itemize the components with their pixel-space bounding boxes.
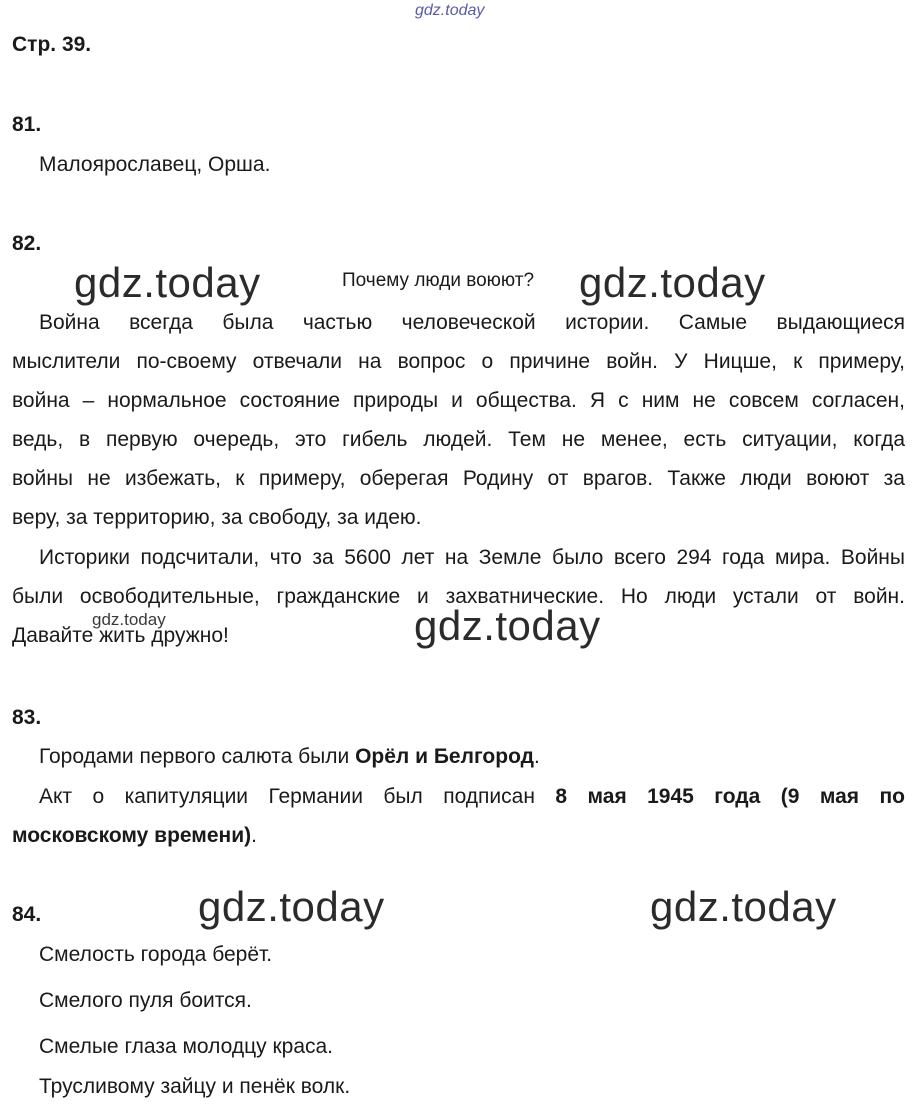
- essay-line: мыслители по-своему отвечали на вопрос о причине войн. У Ницше, к примеру,: [12, 350, 905, 373]
- task-83-line-3-end: .: [251, 824, 257, 847]
- watermark: gdz.today: [414, 602, 601, 649]
- essay-line: войны не избежать, к примеру, оберегая Родину от врагов. Также люди воюют за: [12, 467, 905, 490]
- page-label: Стр. 39.: [12, 33, 92, 56]
- proverb-item: Трусливому зайцу и пенёк волк.: [39, 1075, 351, 1098]
- watermark: gdz.today: [579, 259, 766, 306]
- task-82-title: Почему люди воюют?: [342, 270, 535, 291]
- task-83-line-1-end: .: [533, 745, 540, 768]
- task-81-answer: Малоярославец, Орша.: [39, 153, 271, 176]
- task-83-line-2-bold: 8 мая 1945 года (9 мая по: [555, 785, 905, 808]
- watermark-small: gdz.today: [92, 610, 166, 629]
- task-83-line-1-bold: Орёл и Белгород: [355, 745, 534, 768]
- task-83-line-3: [12, 816, 257, 855]
- task-83-number: 83.: [12, 706, 42, 729]
- proverb-item: Смелость города берёт.: [39, 943, 273, 966]
- task-82-number: 82.: [12, 232, 42, 255]
- essay-line: веру, за территорию, за свободу, за идею.: [12, 506, 422, 529]
- task-83-line-2-text: Акт о капитуляции Германии был подписан: [39, 785, 556, 808]
- task-81-number: 81.: [12, 113, 42, 136]
- essay-line: ведь, в первую очередь, это гибель людей. Тем не менее, есть ситуации, когда: [12, 428, 905, 451]
- essay-line: Давайте жить дружно!: [12, 624, 229, 647]
- watermark: gdz.today: [74, 259, 261, 306]
- proverb-item: Смелого пуля боится.: [39, 989, 252, 1012]
- proverb-item: Смелые глаза молодцу краса.: [39, 1035, 334, 1058]
- watermark-top: gdz.today: [415, 2, 485, 19]
- task-83-line-2: [39, 777, 905, 816]
- essay-line: Война всегда была частью человеческой истории. Самые выдающиеся: [39, 311, 905, 334]
- task-83-line-3-bold: московскому времени): [12, 824, 252, 847]
- task-83-line-1: [39, 737, 540, 776]
- watermark: gdz.today: [198, 883, 385, 930]
- essay-line: были освободительные, гражданские и захватнические. Но люди устали от войн.: [12, 585, 905, 608]
- watermark: gdz.today: [650, 883, 837, 930]
- task-84-number: 84.: [12, 903, 42, 926]
- essay-line: Историки подсчитали, что за 5600 лет на Земле было всего 294 года мира. Войны: [39, 546, 905, 569]
- task-83-line-1-text: Городами первого салюта были: [39, 745, 356, 768]
- essay-line: война – нормальное состояние природы и общества. Я с ним не совсем согласен,: [12, 389, 905, 412]
